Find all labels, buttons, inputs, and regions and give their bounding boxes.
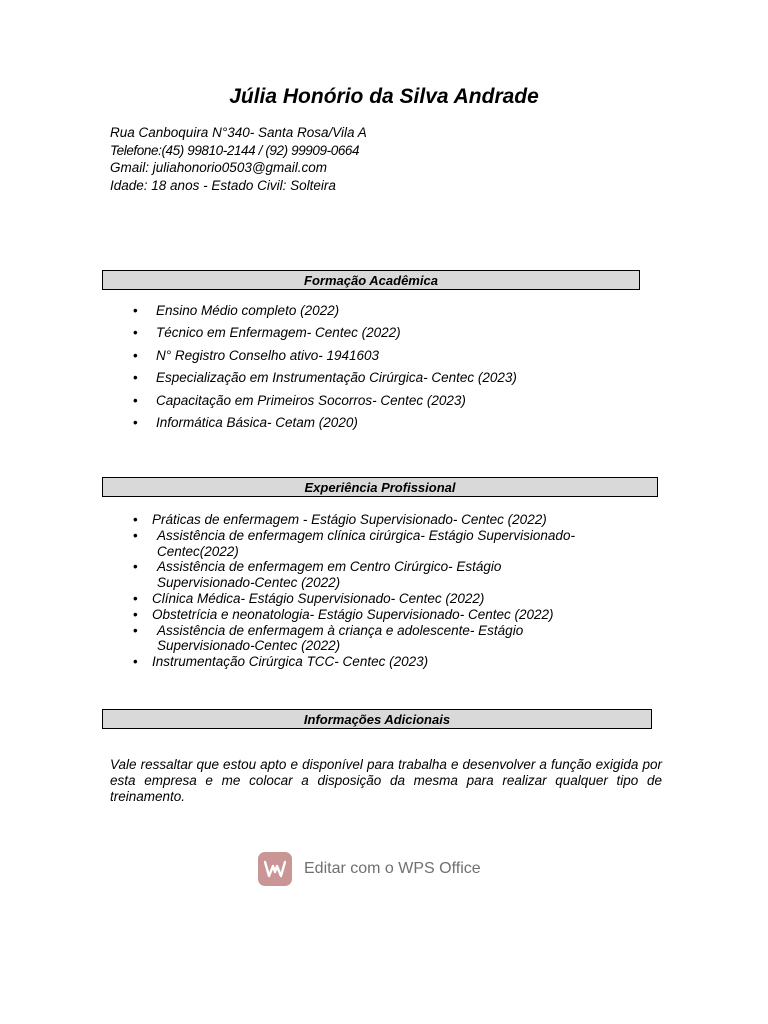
candidate-name: Júlia Honório da Silva Andrade [229, 85, 539, 108]
list-item [133, 369, 517, 391]
bullet-icon: • [133, 590, 138, 606]
list-item-text: Ensino Médio completo (2022) [156, 303, 340, 318]
list-item [133, 591, 613, 607]
wps-watermark[interactable] [258, 852, 481, 886]
list-item-text: Instrumentação Cirúrgica TCC- Centec (2023) [152, 654, 429, 670]
email: Gmail: juliahonorio0503@gmail.com [110, 160, 328, 175]
list-item-text: Assistência de enfermagem em Centro Cirúrgico- Estágio Supervisionado-Centec (2022) [157, 559, 502, 591]
bullet-icon: • [133, 370, 138, 386]
list-item-text: Informática Básica- Cetam (2020) [156, 414, 358, 430]
list-item [133, 559, 537, 591]
phone: Telefone:(45) 99810-2144 / (92) 99909-0664 [110, 142, 360, 158]
bullet-icon: • [133, 303, 138, 318]
list-item-text: Especialização em Instrumentação Cirúrgica- Centec (2023) [156, 370, 517, 386]
section-formacao-title: Formação Acadêmica [304, 273, 438, 288]
list-item [133, 528, 613, 560]
formacao-list [133, 302, 517, 436]
bullet-icon: • [133, 347, 138, 363]
section-experiencia-title: Experiência Profissional [304, 480, 456, 495]
list-item [133, 392, 517, 414]
list-item-text: Clínica Médica- Estágio Supervisionado- Centec (2022) [152, 590, 485, 606]
section-adicionais-header [102, 709, 652, 729]
bullet-icon: • [133, 512, 138, 527]
section-formacao-header [102, 270, 640, 290]
contact-block [110, 124, 367, 194]
bullet-icon: • [133, 414, 138, 430]
list-item [133, 302, 517, 324]
list-item-text: Práticas de enfermagem - Estágio Supervisionado- Centec (2022) [152, 512, 547, 527]
list-item-text: Técnico em Enfermagem- Centec (2022) [156, 325, 401, 341]
section-experiencia-header [102, 477, 658, 497]
bullet-icon: • [133, 392, 138, 408]
experiencia-list [133, 512, 613, 670]
bullet-icon: • [133, 622, 138, 638]
bullet-icon: • [133, 527, 138, 543]
list-item [133, 347, 517, 369]
list-item-text: Assistência de enfermagem clínica cirúrgica- Estágio Supervisionado- Centec(2022) [157, 527, 575, 559]
list-item [133, 324, 517, 346]
list-item [133, 654, 613, 670]
wps-logo-icon [258, 852, 292, 886]
list-item-text: Obstetrícia e neonatologia- Estágio Supervisionado- Centec (2022) [152, 606, 554, 622]
bullet-icon: • [133, 559, 138, 575]
section-adicionais-title: Informações Adicionais [303, 712, 451, 727]
list-item-text: Assistência de enfermagem à criança e adolescente- Estágio Supervisionado-Centec (2022) [157, 622, 524, 654]
list-item [133, 623, 557, 655]
additional-info-text: Vale ressaltar que estou apto e disponível para trabalha e desenvolver a função exigida por esta empresa e me colocar a disposição da mesma para realizar qualquer tipo de treinamento. [110, 757, 662, 804]
address: Rua Canboquira N°340- Santa Rosa/Vila A [110, 125, 367, 140]
bullet-icon: • [133, 606, 138, 622]
wps-edit-label[interactable]: Editar com o WPS Office [304, 860, 481, 877]
list-item [133, 414, 517, 436]
age-status: Idade: 18 anos - Estado Civil: Solteira [110, 177, 336, 193]
bullet-icon: • [133, 325, 138, 341]
list-item-text: N° Registro Conselho ativo- 1941603 [156, 347, 380, 363]
list-item [133, 512, 613, 528]
list-item [133, 607, 613, 623]
bullet-icon: • [133, 654, 138, 670]
list-item-text: Capacitação em Primeiros Socorros- Centec (2023) [156, 392, 466, 408]
